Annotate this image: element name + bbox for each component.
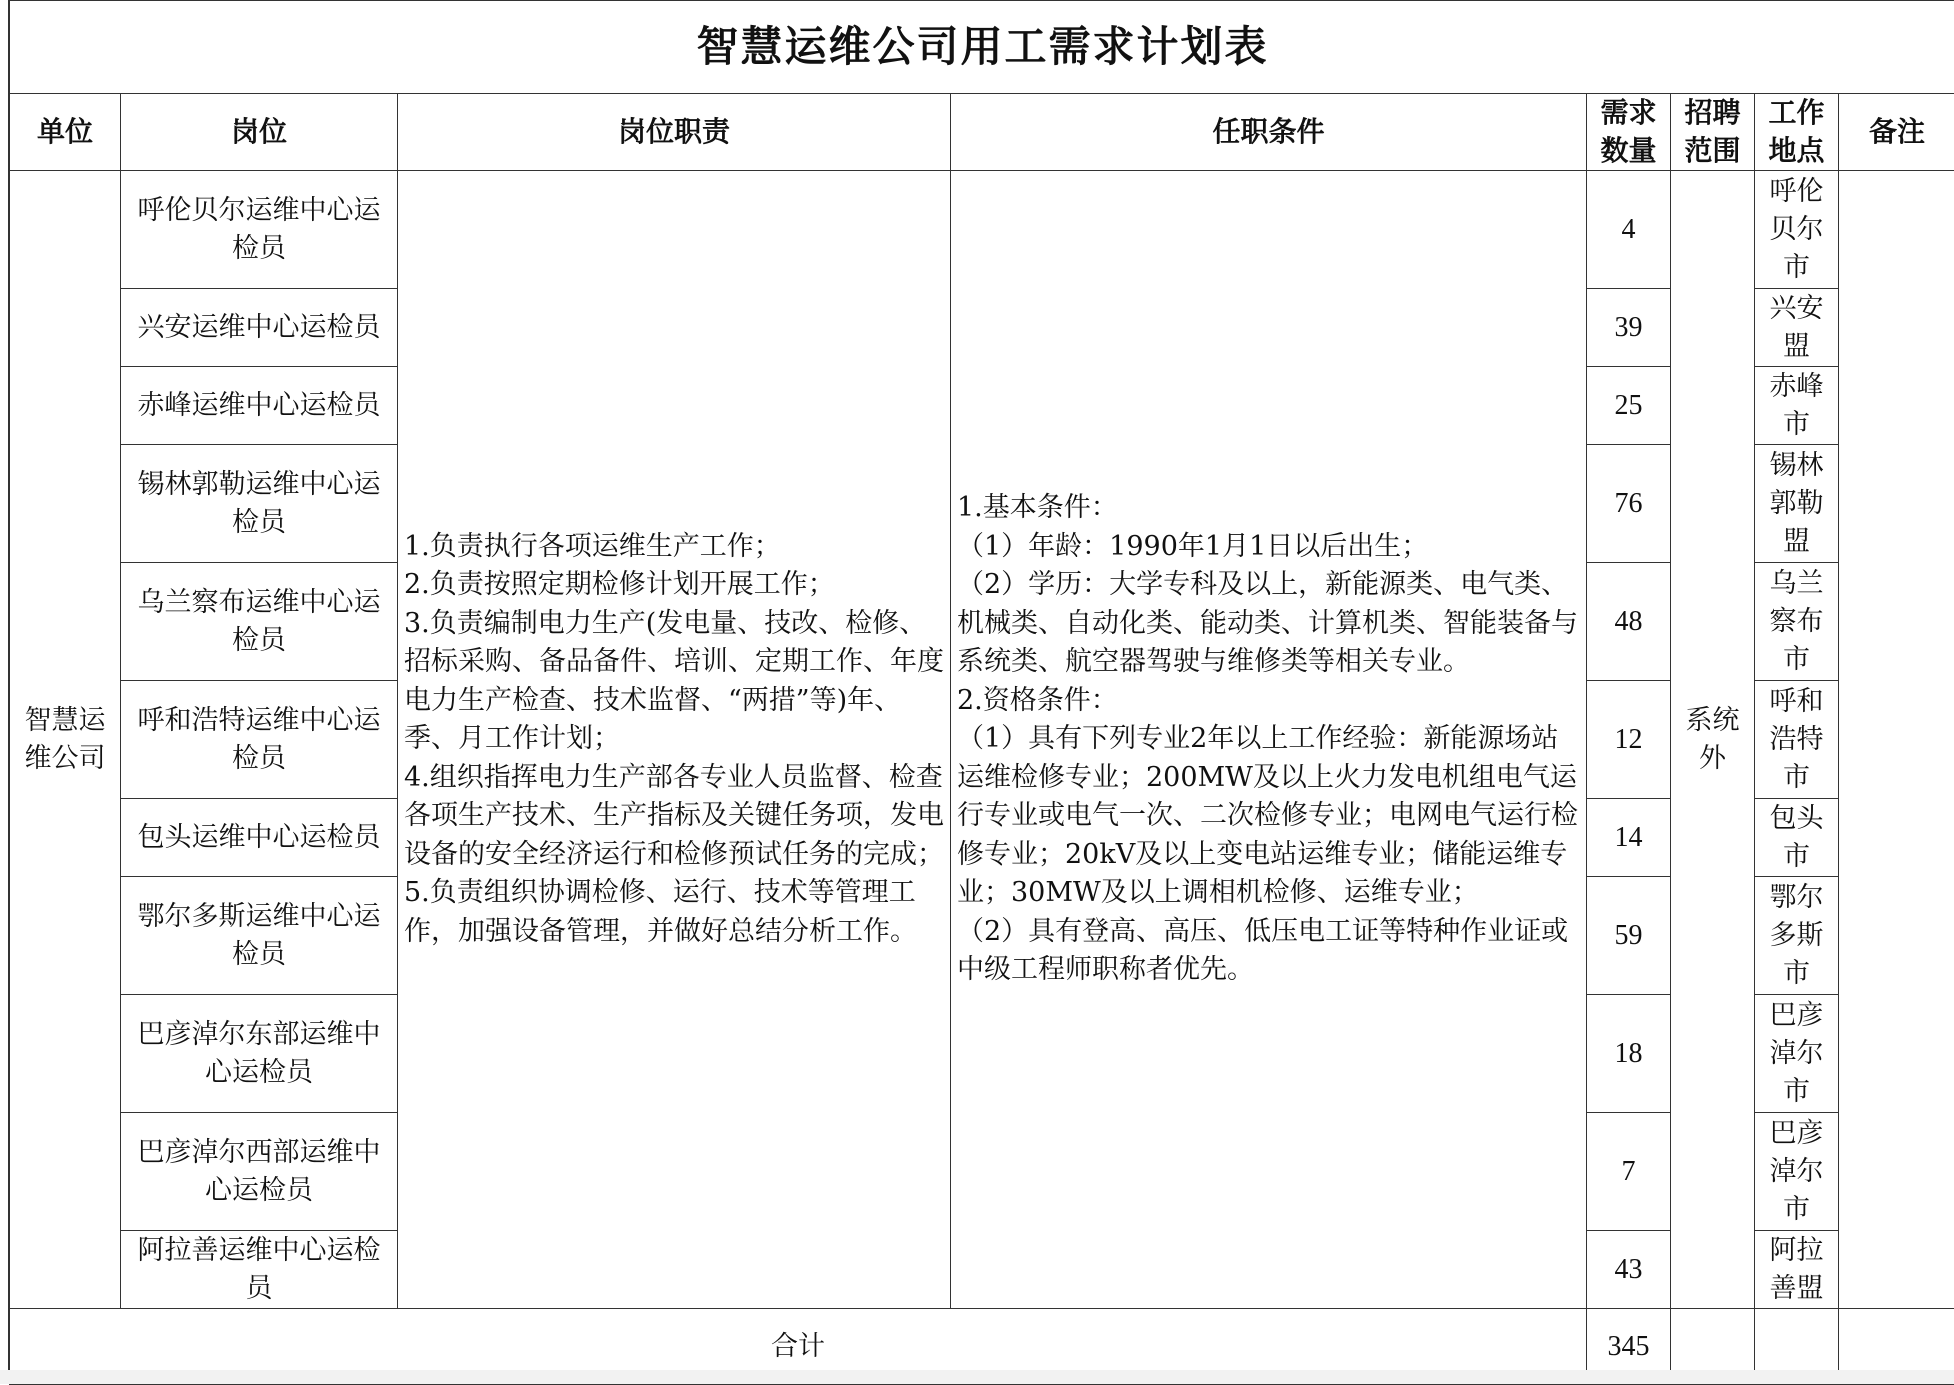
position-cell: 锡林郭勒运维中心运检员 — [121, 445, 398, 563]
quantity-cell: 43 — [1587, 1231, 1671, 1309]
position-cell: 兴安运维中心运检员 — [121, 289, 398, 367]
position-cell: 赤峰运维中心运检员 — [121, 367, 398, 445]
position-cell: 巴彦淖尔西部运维中心运检员 — [121, 1113, 398, 1231]
quantity-cell: 76 — [1587, 445, 1671, 563]
header-remarks: 备注 — [1839, 94, 1954, 171]
recruitment-table — [9, 0, 1954, 1385]
scope-cell: 系统外 — [1671, 171, 1755, 1309]
location-cell: 巴彦淖尔市 — [1755, 1113, 1839, 1231]
location-cell: 包头市 — [1755, 799, 1839, 877]
header-unit: 单位 — [10, 94, 121, 171]
position-cell: 巴彦淖尔东部运维中心运检员 — [121, 995, 398, 1113]
unit-cell: 智慧运维公司 — [10, 171, 121, 1309]
location-cell: 阿拉善盟 — [1755, 1231, 1839, 1309]
requirements-cell: 1.基本条件： （1）年龄：1990年1月1日以后出生； （2）学历：大学专科及以上，新能源类、电气类、机械类、自动化类、能动类、计算机类、智能装备与系统类、航空器驾驶与维修类等相关专业。 2.资格条件： （1）具有下列专业2年以上工作经验：新能源场站运维检修专业；200MW及以上火力发电机组电气运行专业或电气一次、二次检修专业；电网电气运行检修专业；20kV及以上变电站运维专业；储能运维专业；30MW及以上调相机检修、运维专业； （2）具有登高、高压、低压电工证等特种作业证或中级工程师职称者优先。 — [951, 171, 1587, 1309]
quantity-cell: 14 — [1587, 799, 1671, 877]
position-cell: 呼和浩特运维中心运检员 — [121, 681, 398, 799]
window-bottom-strip — [0, 1370, 1954, 1384]
header-scope: 招聘范围 — [1671, 94, 1755, 171]
header-requirements: 任职条件 — [951, 94, 1587, 171]
position-cell: 鄂尔多斯运维中心运检员 — [121, 877, 398, 995]
quantity-cell: 18 — [1587, 995, 1671, 1113]
header-duties: 岗位职责 — [398, 94, 951, 171]
quantity-cell: 39 — [1587, 289, 1671, 367]
position-cell: 包头运维中心运检员 — [121, 799, 398, 877]
header-location: 工作地点 — [1755, 94, 1839, 171]
position-cell: 阿拉善运维中心运检员 — [121, 1231, 398, 1309]
total-quantity: 345 — [1587, 1309, 1671, 1385]
location-cell: 兴安盟 — [1755, 289, 1839, 367]
location-cell: 呼伦贝尔市 — [1755, 171, 1839, 289]
location-cell: 巴彦淖尔市 — [1755, 995, 1839, 1113]
quantity-cell: 48 — [1587, 563, 1671, 681]
table-row — [10, 171, 1954, 289]
location-cell: 呼和浩特市 — [1755, 681, 1839, 799]
location-cell: 锡林郭勒盟 — [1755, 445, 1839, 563]
quantity-cell: 12 — [1587, 681, 1671, 799]
remarks-cell — [1839, 171, 1954, 1309]
position-cell: 乌兰察布运维中心运检员 — [121, 563, 398, 681]
location-cell: 赤峰市 — [1755, 367, 1839, 445]
header-position: 岗位 — [121, 94, 398, 171]
total-label: 合计 — [10, 1309, 1587, 1385]
position-cell: 呼伦贝尔运维中心运检员 — [121, 171, 398, 289]
location-cell: 鄂尔多斯市 — [1755, 877, 1839, 995]
header-quantity: 需求数量 — [1587, 94, 1671, 171]
quantity-cell: 59 — [1587, 877, 1671, 995]
quantity-cell: 25 — [1587, 367, 1671, 445]
duties-cell: 1.负责执行各项运维生产工作； 2.负责按照定期检修计划开展工作； 3.负责编制电力生产(发电量、技改、检修、招标采购、备品备件、培训、定期工作、年度电力生产检查、技术监督、“两措”等)年、季、月工作计划； 4.组织指挥电力生产部各专业人员监督、检查各项生产技术、生产指标及关键任务项，发电设备的安全经济运行和检修预试任务的完成； 5.负责组织协调检修、运行、技术等管理工作，加强设备管理，并做好总结分析工作。 — [398, 171, 951, 1309]
table-title: 智慧运维公司用工需求计划表 — [10, 1, 1954, 94]
quantity-cell: 4 — [1587, 171, 1671, 289]
quantity-cell: 7 — [1587, 1113, 1671, 1231]
location-cell: 乌兰察布市 — [1755, 563, 1839, 681]
recruitment-plan-sheet — [8, 0, 1954, 1370]
